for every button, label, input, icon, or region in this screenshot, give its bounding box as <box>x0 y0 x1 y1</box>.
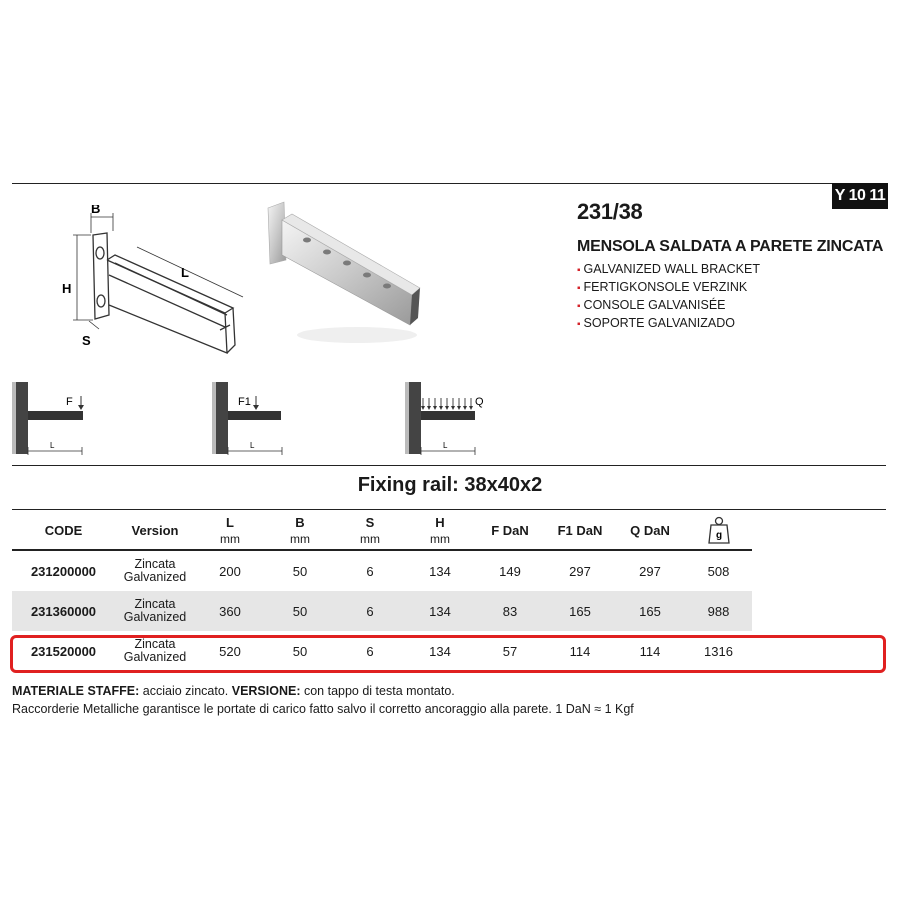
cell-b: 50 <box>265 591 335 631</box>
cell-f1: 114 <box>569 643 591 659</box>
cell-s: 6 <box>366 643 374 659</box>
cell-f: 83 <box>475 591 545 631</box>
table-header-row <box>12 511 752 550</box>
cell-code: 231520000 <box>30 643 97 659</box>
table-row <box>12 591 752 631</box>
length-label-q: L <box>443 441 448 450</box>
cell-q: 297 <box>639 563 661 579</box>
cell-s: 6 <box>335 591 405 631</box>
label-l: L <box>181 265 189 280</box>
rail-title: Fixing rail: 38x40x2 <box>357 474 543 496</box>
load-label-f1: F1 <box>238 396 251 408</box>
header-f1: F1 DaN <box>557 522 603 538</box>
product-photo <box>262 200 422 350</box>
length-label-f1: L <box>250 441 255 450</box>
cell-l: 520 <box>219 643 241 659</box>
cell-code: 231200000 <box>30 563 97 579</box>
cell-q: 114 <box>639 643 661 659</box>
header-h: H mm <box>430 514 450 546</box>
cell-version: Zincata Galvanized <box>123 637 187 664</box>
table-row <box>12 550 752 591</box>
length-label-f: L <box>50 441 55 450</box>
translation-en: ▪ GALVANIZED WALL BRACKET <box>577 261 760 279</box>
cell-weight: 988 <box>685 591 752 631</box>
header-b: B mm <box>290 514 310 546</box>
load-label-q: Q <box>475 396 484 408</box>
load-diagram-q <box>405 380 495 456</box>
product-code: 231/38 <box>577 199 643 224</box>
cell-f: 57 <box>502 643 518 659</box>
cell-code: 231360000 <box>12 591 115 631</box>
cell-f: 149 <box>499 563 521 579</box>
translation-de: ▪ FERTIGKONSOLE VERZINK <box>577 279 760 297</box>
load-diagram-f <box>12 380 92 456</box>
header-s: S mm <box>360 514 380 546</box>
cell-l: 200 <box>219 563 241 579</box>
translation-list <box>577 261 760 333</box>
weight-icon <box>708 516 730 544</box>
cell-h: 134 <box>405 591 475 631</box>
table-top-divider <box>12 509 886 510</box>
catalog-badge: Y 10 11 <box>832 183 888 209</box>
cell-b: 50 <box>292 563 308 579</box>
label-h: H <box>62 281 72 296</box>
header-weight <box>685 511 752 550</box>
cell-f1: 297 <box>569 563 591 579</box>
load-diagram-f1 <box>212 380 292 456</box>
header-code: CODE <box>44 522 83 538</box>
row-highlight <box>10 635 886 673</box>
cell-weight: 1316 <box>704 643 733 659</box>
header-version: Version <box>131 522 179 538</box>
material-value: acciaio zincato. <box>139 684 232 698</box>
label-b: B <box>91 205 101 216</box>
cell-q: 165 <box>615 591 685 631</box>
weight-unit: g <box>715 530 722 541</box>
top-divider <box>12 183 886 184</box>
version-label: VERSIONE: <box>231 684 301 698</box>
label-s: S <box>82 333 91 348</box>
product-title: MENSOLA SALDATA A PARETE ZINCATA <box>577 238 884 255</box>
section-divider <box>12 465 886 466</box>
cell-h: 134 <box>429 563 451 579</box>
translation-es: ▪ SOPORTE GALVANIZADO <box>577 315 760 333</box>
translation-fr: ▪ CONSOLE GALVANISÉE <box>577 297 760 315</box>
cell-l: 360 <box>195 591 265 631</box>
cell-h: 134 <box>429 643 451 659</box>
header-q: Q DaN <box>630 522 670 538</box>
cell-version: Zincata Galvanized <box>115 591 195 631</box>
cell-weight: 508 <box>707 563 730 579</box>
disclaimer-note: Raccorderie Metalliche garantisce le portate di carico fatto salvo il corretto ancoraggio alla parete. 1 DaN ≈ 1 Kgf <box>12 702 634 716</box>
material-note <box>12 684 455 698</box>
load-label-f: F <box>66 396 73 408</box>
material-label: MATERIALE STAFFE: <box>12 684 140 698</box>
cell-s: 6 <box>366 563 374 579</box>
header-f: F DaN <box>491 522 529 538</box>
header-l: L mm <box>220 514 240 546</box>
cell-b: 50 <box>292 643 308 659</box>
bracket-technical-drawing <box>55 205 255 355</box>
version-value: con tappo di testa montato. <box>300 684 455 698</box>
cell-f1: 165 <box>545 591 615 631</box>
cell-version: Zincata Galvanized <box>123 557 187 584</box>
